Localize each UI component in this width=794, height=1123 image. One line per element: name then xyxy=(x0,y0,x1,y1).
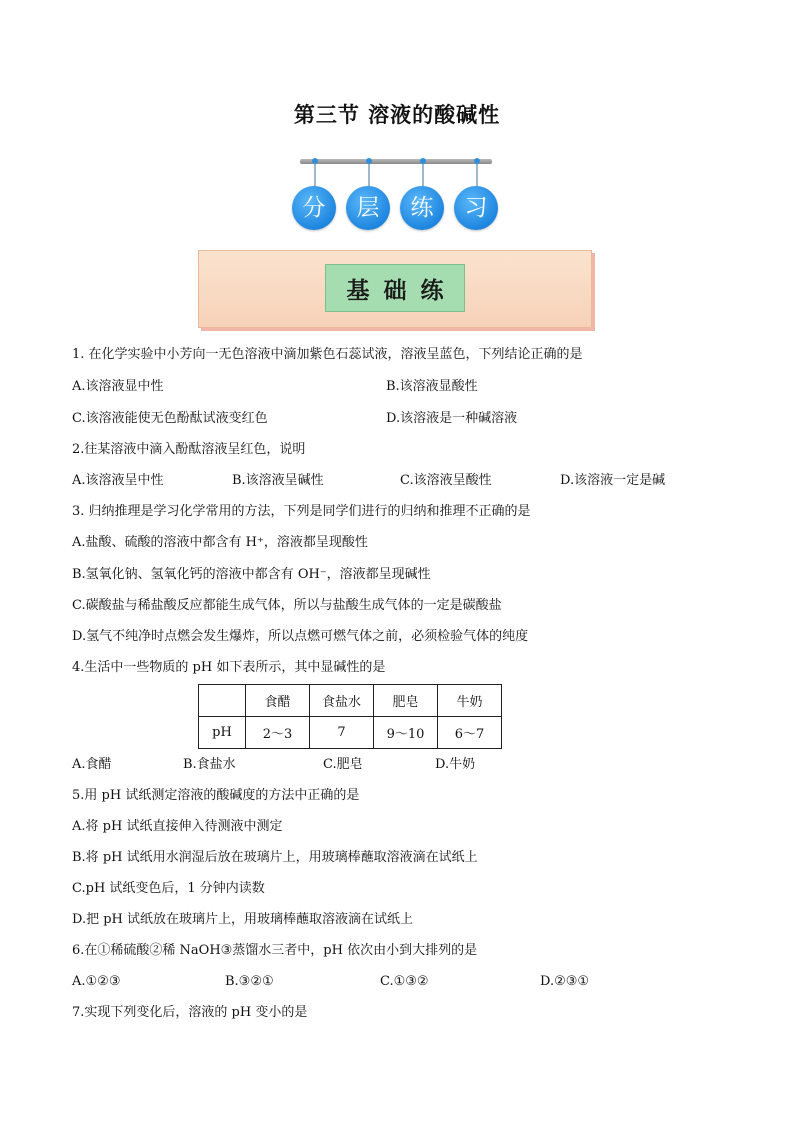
q4-stem: 4.生活中一些物质的 pH 如下表所示，其中显碱性的是 xyxy=(72,660,386,675)
q6-option-a: A.①②③ xyxy=(72,974,121,989)
ph-table-cell: pH xyxy=(199,717,246,749)
q6-option-c: C.①③② xyxy=(380,974,429,989)
badge-char: 习 xyxy=(454,186,498,230)
q1-stem: 1. 在化学实验中小芳向一无色溶液中滴加紫色石蕊试液，溶液呈蓝色，下列结论正确的是 xyxy=(72,347,583,362)
page-title: 第三节 溶液的酸碱性 xyxy=(293,103,501,127)
q4-option-b: B.食盐水 xyxy=(183,757,236,772)
ph-table-cell: 牛奶 xyxy=(438,685,502,717)
badge-string xyxy=(368,161,370,189)
q6-option-d: D.②③① xyxy=(540,974,590,989)
badge-pin xyxy=(312,158,318,164)
q6-stem: 6.在①稀硫酸②稀 NaOH③蒸馏水三者中，pH 依次由小到大排列的是 xyxy=(72,943,478,958)
level-banner-label-box xyxy=(325,264,465,312)
badge-rod xyxy=(300,159,492,164)
ph-table-cell: 肥皂 xyxy=(374,685,438,717)
q3-option-a: A.盐酸、硫酸的溶液中都含有 H⁺，溶液都呈现酸性 xyxy=(72,535,368,550)
ph-table-cell: 2～3 xyxy=(246,717,310,749)
ph-table-cell: 9～10 xyxy=(374,717,438,749)
ph-table-cell: 食盐水 xyxy=(310,685,374,717)
q1-option-b: B.该溶液显酸性 xyxy=(386,379,478,394)
q1-option-d: D.该溶液是一种碱溶液 xyxy=(386,411,518,426)
ph-table-cell: 食醋 xyxy=(246,685,310,717)
ph-table xyxy=(198,684,502,749)
q5-option-d: D.把 pH 试纸放在玻璃片上，用玻璃棒蘸取溶液滴在试纸上 xyxy=(72,912,414,927)
q3-stem: 3. 归纳推理是学习化学常用的方法，下列是同学们进行的归纳和推理不正确的是 xyxy=(72,504,531,519)
q7-stem: 7.实现下列变化后，溶液的 pH 变小的是 xyxy=(72,1005,308,1020)
q5-stem: 5.用 pH 试纸测定溶液的酸碱度的方法中正确的是 xyxy=(72,788,360,803)
q6-option-b: B.③②① xyxy=(225,974,274,989)
q2-option-d: D.该溶液一定是碱 xyxy=(560,473,666,488)
badge-char: 练 xyxy=(400,186,444,230)
badge-pin xyxy=(420,158,426,164)
q4-option-d: D.牛奶 xyxy=(435,757,476,772)
badge-string xyxy=(314,161,316,189)
q3-option-b: B.氢氧化钠、氢氧化钙的溶液中都含有 OH⁻，溶液都呈现碱性 xyxy=(72,567,431,582)
badge-pin xyxy=(366,158,372,164)
q2-option-c: C.该溶液呈酸性 xyxy=(400,473,492,488)
ph-table-cell xyxy=(199,685,246,717)
badge-char: 层 xyxy=(346,186,390,230)
level-banner xyxy=(198,250,592,328)
ph-table-cell: 6～7 xyxy=(438,717,502,749)
q2-option-a: A.该溶液呈中性 xyxy=(72,473,164,488)
q1-option-a: A.该溶液显中性 xyxy=(72,379,164,394)
q5-option-c: C.pH 试纸变色后，1 分钟内读数 xyxy=(72,881,265,896)
level-banner-label: 基础练 xyxy=(346,277,458,304)
q5-option-b: B.将 pH 试纸用水润湿后放在玻璃片上，用玻璃棒蘸取溶液滴在试纸上 xyxy=(72,850,478,865)
ph-table-header-row xyxy=(199,685,502,717)
q5-option-a: A.将 pH 试纸直接伸入待测液中测定 xyxy=(72,819,283,834)
badge-pin xyxy=(474,158,480,164)
badge-string xyxy=(476,161,478,189)
q3-option-c: C.碳酸盐与稀盐酸反应都能生成气体，所以与盐酸生成气体的一定是碳酸盐 xyxy=(72,598,502,613)
badge-string xyxy=(422,161,424,189)
q3-option-d: D.氢气不纯净时点燃会发生爆炸，所以点燃可燃气体之前，必须检验气体的纯度 xyxy=(72,629,529,644)
ph-table-row xyxy=(199,717,502,749)
q4-option-c: C.肥皂 xyxy=(323,757,363,772)
q2-stem: 2.往某溶液中滴入酚酞溶液呈红色，说明 xyxy=(72,442,306,457)
ph-table-cell: 7 xyxy=(310,717,374,749)
badge-char: 分 xyxy=(292,186,336,230)
q4-option-a: A.食醋 xyxy=(72,757,112,772)
q1-option-c: C.该溶液能使无色酚酞试液变红色 xyxy=(72,411,268,426)
q2-option-b: B.该溶液呈碱性 xyxy=(232,473,324,488)
